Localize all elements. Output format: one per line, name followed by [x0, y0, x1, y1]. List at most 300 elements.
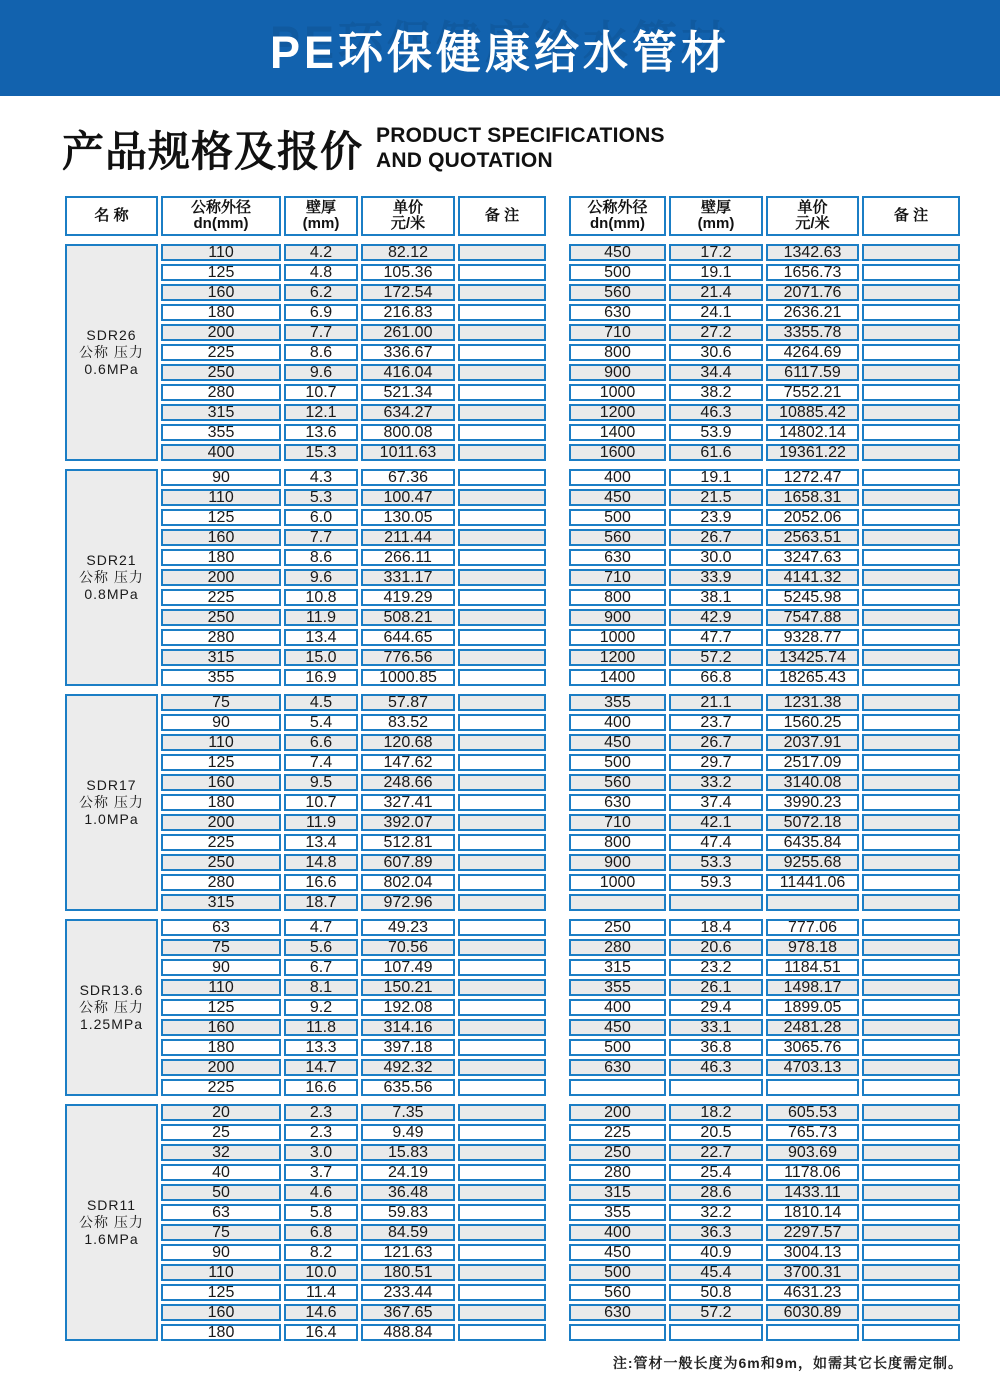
table-row — [569, 549, 960, 566]
cell-wall: 5.8 — [284, 1204, 358, 1221]
cell-wall: 4.2 — [284, 244, 358, 261]
cell-dn: 110 — [161, 489, 281, 506]
col-header-wall — [284, 196, 358, 236]
table-row — [569, 1284, 960, 1301]
cell-price: 18265.43 — [766, 669, 859, 686]
cell-wall: 10.8 — [284, 589, 358, 606]
cell-wall: 14.7 — [284, 1059, 358, 1076]
table-row — [569, 1104, 960, 1121]
table-row — [569, 979, 960, 996]
cell-remark — [862, 1079, 960, 1096]
cell-remark — [862, 509, 960, 526]
cell-remark — [458, 754, 546, 771]
cell-dn: 200 — [161, 324, 281, 341]
table-row — [569, 444, 960, 461]
cell-wall: 42.1 — [669, 814, 763, 831]
cell-wall: 27.2 — [669, 324, 763, 341]
section-name-line: 1.6MPa — [84, 1231, 139, 1247]
cell-price: 13425.74 — [766, 649, 859, 666]
cell-wall — [669, 1079, 763, 1096]
col-header-line: 单价 — [797, 199, 828, 216]
cell-remark — [458, 284, 546, 301]
col-header-line: 单价 — [392, 199, 423, 216]
cell-wall: 22.7 — [669, 1144, 763, 1161]
cell-wall: 3.0 — [284, 1144, 358, 1161]
cell-wall: 6.6 — [284, 734, 358, 751]
cell-dn: 40 — [161, 1164, 281, 1181]
cell-price: 11441.06 — [766, 874, 859, 891]
cell-wall: 10.7 — [284, 384, 358, 401]
cell-remark — [458, 959, 546, 976]
cell-remark — [862, 304, 960, 321]
cell-price: 84.59 — [361, 1224, 455, 1241]
cell-remark — [458, 264, 546, 281]
cell-price: 1178.06 — [766, 1164, 859, 1181]
cell-remark — [458, 1204, 546, 1221]
cell-wall: 23.9 — [669, 509, 763, 526]
cell-dn — [569, 1324, 666, 1341]
cell-dn: 75 — [161, 694, 281, 711]
left-table-column — [62, 193, 549, 1344]
cell-wall: 8.1 — [284, 979, 358, 996]
cell-wall: 17.2 — [669, 244, 763, 261]
cell-wall: 36.8 — [669, 1039, 763, 1056]
cell-dn: 400 — [569, 714, 666, 731]
cell-price: 6117.59 — [766, 364, 859, 381]
cell-dn: 1200 — [569, 404, 666, 421]
cell-wall: 33.9 — [669, 569, 763, 586]
cell-remark — [862, 1039, 960, 1056]
table-row — [569, 1224, 960, 1241]
cell-remark — [862, 284, 960, 301]
page-title-english — [376, 124, 665, 174]
cell-price: 1272.47 — [766, 469, 859, 486]
cell-dn: 1400 — [569, 669, 666, 686]
cell-dn: 900 — [569, 364, 666, 381]
cell-remark — [862, 1104, 960, 1121]
table-row — [569, 489, 960, 506]
cell-wall: 13.4 — [284, 834, 358, 851]
cell-wall: 21.4 — [669, 284, 763, 301]
cell-remark — [458, 489, 546, 506]
section-name-line: 1.25MPa — [79, 1016, 144, 1032]
cell-wall: 10.0 — [284, 1264, 358, 1281]
cell-dn: 250 — [161, 609, 281, 626]
cell-dn: 200 — [161, 814, 281, 831]
col-header-price — [361, 196, 455, 236]
cell-price: 70.56 — [361, 939, 455, 956]
cell-price: 972.96 — [361, 894, 455, 911]
col-header-line: 元/米 — [390, 215, 426, 232]
cell-remark — [458, 1184, 546, 1201]
cell-dn: 710 — [569, 814, 666, 831]
cell-remark — [458, 734, 546, 751]
cell-dn: 25 — [161, 1124, 281, 1141]
section-name-line: 公称 压力 — [79, 344, 144, 360]
cell-remark — [458, 834, 546, 851]
col-header-remark — [458, 196, 546, 236]
cell-remark — [458, 1304, 546, 1321]
cell-wall: 11.9 — [284, 814, 358, 831]
cell-price: 49.23 — [361, 919, 455, 936]
cell-wall: 8.2 — [284, 1244, 358, 1261]
table-row — [65, 469, 546, 486]
cell-price: 327.41 — [361, 794, 455, 811]
cell-remark — [458, 774, 546, 791]
cell-remark — [862, 1224, 960, 1241]
page-title-row — [62, 119, 1000, 179]
cell-wall: 33.1 — [669, 1019, 763, 1036]
cell-dn: 630 — [569, 304, 666, 321]
cell-remark — [458, 1244, 546, 1261]
col-header-line: 壁厚 — [305, 199, 336, 216]
section-name-line: 0.8MPa — [84, 586, 139, 602]
cell-dn: 710 — [569, 324, 666, 341]
section-name-line: SDR26 — [86, 327, 137, 343]
section-name-sdr26 — [65, 244, 158, 461]
cell-remark — [862, 1304, 960, 1321]
cell-wall: 2.3 — [284, 1124, 358, 1141]
cell-dn: 450 — [569, 244, 666, 261]
cell-price: 635.56 — [361, 1079, 455, 1096]
cell-price: 4703.13 — [766, 1059, 859, 1076]
cell-remark — [862, 264, 960, 281]
cell-wall: 59.3 — [669, 874, 763, 891]
cell-dn: 20 — [161, 1104, 281, 1121]
cell-remark — [458, 589, 546, 606]
cell-wall: 46.3 — [669, 404, 763, 421]
table-row — [569, 1059, 960, 1076]
cell-wall: 6.0 — [284, 509, 358, 526]
cell-dn: 315 — [569, 959, 666, 976]
cell-dn: 400 — [569, 999, 666, 1016]
section-name-line: 0.6MPa — [84, 361, 139, 377]
cell-dn: 710 — [569, 569, 666, 586]
cell-remark — [458, 569, 546, 586]
cell-price: 5072.18 — [766, 814, 859, 831]
cell-wall: 4.5 — [284, 694, 358, 711]
cell-dn: 75 — [161, 939, 281, 956]
section-table-sdr11-right — [566, 1101, 963, 1344]
cell-wall: 14.6 — [284, 1304, 358, 1321]
cell-remark — [458, 1039, 546, 1056]
tables-area — [62, 193, 1000, 1344]
col-header-line: 壁厚 — [700, 199, 731, 216]
cell-dn: 900 — [569, 854, 666, 871]
section-table-sdr11-left — [62, 1101, 549, 1344]
cell-price: 331.17 — [361, 569, 455, 586]
cell-wall: 7.7 — [284, 324, 358, 341]
cell-wall: 6.7 — [284, 959, 358, 976]
cell-price: 192.08 — [361, 999, 455, 1016]
cell-remark — [862, 874, 960, 891]
cell-price: 172.54 — [361, 284, 455, 301]
table-row — [569, 919, 960, 936]
header-banner — [0, 0, 1000, 96]
cell-wall: 26.7 — [669, 734, 763, 751]
table-row — [569, 344, 960, 361]
cell-price: 2481.28 — [766, 1019, 859, 1036]
cell-remark — [458, 1059, 546, 1076]
cell-price: 107.49 — [361, 959, 455, 976]
table-row — [65, 244, 546, 261]
cell-wall: 32.2 — [669, 1204, 763, 1221]
section-name-sdr21 — [65, 469, 158, 686]
cell-price: 7547.88 — [766, 609, 859, 626]
cell-dn: 355 — [161, 669, 281, 686]
cell-wall: 57.2 — [669, 649, 763, 666]
cell-dn: 1000 — [569, 874, 666, 891]
cell-price: 3004.13 — [766, 1244, 859, 1261]
cell-remark — [862, 1124, 960, 1141]
table-row — [569, 854, 960, 871]
cell-remark — [862, 894, 960, 911]
cell-price: 512.81 — [361, 834, 455, 851]
cell-wall: 37.4 — [669, 794, 763, 811]
right-sections — [566, 241, 963, 1344]
cell-dn: 1200 — [569, 649, 666, 666]
cell-dn: 1000 — [569, 384, 666, 401]
cell-remark — [458, 1144, 546, 1161]
cell-remark — [862, 1144, 960, 1161]
cell-wall: 66.8 — [669, 669, 763, 686]
section-name-sdr17 — [65, 694, 158, 911]
cell-dn: 160 — [161, 774, 281, 791]
section-name-line: 公称 压力 — [79, 569, 144, 585]
cell-price: 1342.63 — [766, 244, 859, 261]
cell-price: 802.04 — [361, 874, 455, 891]
table-row — [569, 1184, 960, 1201]
cell-remark — [862, 694, 960, 711]
cell-wall: 47.4 — [669, 834, 763, 851]
cell-dn: 250 — [569, 919, 666, 936]
table-row — [569, 1264, 960, 1281]
cell-remark — [862, 774, 960, 791]
cell-wall: 53.9 — [669, 424, 763, 441]
cell-wall: 28.6 — [669, 1184, 763, 1201]
cell-price: 216.83 — [361, 304, 455, 321]
cell-wall: 12.1 — [284, 404, 358, 421]
cell-dn: 250 — [569, 1144, 666, 1161]
section-name-line: SDR21 — [86, 552, 137, 568]
cell-remark — [862, 1019, 960, 1036]
section-name-sdr11 — [65, 1104, 158, 1341]
cell-remark — [862, 1244, 960, 1261]
cell-price: 233.44 — [361, 1284, 455, 1301]
left-table-header — [62, 193, 549, 239]
table-row — [569, 754, 960, 771]
table-row — [569, 569, 960, 586]
section-table-sdr13_6-right — [566, 916, 963, 1099]
cell-wall: 8.6 — [284, 344, 358, 361]
cell-wall: 23.2 — [669, 959, 763, 976]
cell-wall: 5.4 — [284, 714, 358, 731]
cell-price: 2563.51 — [766, 529, 859, 546]
table-row — [569, 774, 960, 791]
cell-dn: 315 — [569, 1184, 666, 1201]
cell-price: 248.66 — [361, 774, 455, 791]
cell-price: 4631.23 — [766, 1284, 859, 1301]
table-row — [569, 629, 960, 646]
cell-price: 765.73 — [766, 1124, 859, 1141]
cell-price: 266.11 — [361, 549, 455, 566]
cell-price: 180.51 — [361, 1264, 455, 1281]
cell-price: 978.18 — [766, 939, 859, 956]
table-row — [569, 404, 960, 421]
col-header-line: 元/米 — [795, 215, 830, 232]
cell-price: 9328.77 — [766, 629, 859, 646]
cell-wall: 16.6 — [284, 874, 358, 891]
cell-wall: 11.9 — [284, 609, 358, 626]
section-table-sdr13_6-left — [62, 916, 549, 1099]
cell-wall: 5.6 — [284, 939, 358, 956]
cell-dn: 355 — [569, 694, 666, 711]
cell-wall: 19.1 — [669, 469, 763, 486]
cell-wall: 9.6 — [284, 364, 358, 381]
section-name-line: 公称 压力 — [79, 1214, 144, 1230]
cell-price: 367.65 — [361, 1304, 455, 1321]
cell-dn: 280 — [161, 629, 281, 646]
cell-remark — [458, 939, 546, 956]
section-table-sdr17-right — [566, 691, 963, 914]
cell-dn: 560 — [569, 1284, 666, 1301]
cell-dn: 630 — [569, 794, 666, 811]
col-header-wall — [669, 196, 763, 236]
cell-wall: 5.3 — [284, 489, 358, 506]
cell-wall: 16.4 — [284, 1324, 358, 1341]
cell-dn: 110 — [161, 734, 281, 751]
cell-dn: 200 — [161, 1059, 281, 1076]
cell-price: 2037.91 — [766, 734, 859, 751]
cell-dn: 400 — [569, 1224, 666, 1241]
cell-dn: 160 — [161, 529, 281, 546]
cell-wall: 18.2 — [669, 1104, 763, 1121]
cell-dn: 110 — [161, 1264, 281, 1281]
cell-price: 488.84 — [361, 1324, 455, 1341]
cell-wall: 47.7 — [669, 629, 763, 646]
cell-price: 7552.21 — [766, 384, 859, 401]
cell-price: 3140.08 — [766, 774, 859, 791]
section-table-sdr17-left — [62, 691, 549, 914]
cell-wall: 42.9 — [669, 609, 763, 626]
cell-remark — [862, 999, 960, 1016]
cell-wall: 16.9 — [284, 669, 358, 686]
cell-dn: 250 — [161, 364, 281, 381]
cell-remark — [862, 939, 960, 956]
cell-price: 4141.32 — [766, 569, 859, 586]
cell-price: 605.53 — [766, 1104, 859, 1121]
cell-dn: 315 — [161, 894, 281, 911]
cell-remark — [458, 794, 546, 811]
cell-remark — [862, 734, 960, 751]
table-row — [569, 959, 960, 976]
cell-remark — [458, 629, 546, 646]
section-table-sdr21-left — [62, 466, 549, 689]
table-row — [569, 649, 960, 666]
cell-price: 10885.42 — [766, 404, 859, 421]
cell-remark — [862, 529, 960, 546]
table-row — [569, 1144, 960, 1161]
cell-price: 1560.25 — [766, 714, 859, 731]
cell-price: 147.62 — [361, 754, 455, 771]
cell-dn: 180 — [161, 1039, 281, 1056]
cell-wall: 14.8 — [284, 854, 358, 871]
cell-remark — [458, 444, 546, 461]
section-name-line: SDR13.6 — [79, 982, 144, 998]
cell-price: 3990.23 — [766, 794, 859, 811]
col-header-line: (mm) — [302, 215, 340, 232]
section-name-line: 公称 压力 — [79, 999, 144, 1015]
cell-wall: 4.6 — [284, 1184, 358, 1201]
cell-dn: 500 — [569, 264, 666, 281]
cell-remark — [862, 324, 960, 341]
col-header-dn — [569, 196, 666, 236]
cell-wall: 11.8 — [284, 1019, 358, 1036]
cell-dn: 125 — [161, 509, 281, 526]
table-row — [569, 589, 960, 606]
cell-dn: 1000 — [569, 629, 666, 646]
cell-price: 1658.31 — [766, 489, 859, 506]
cell-price: 521.34 — [361, 384, 455, 401]
cell-wall — [669, 1324, 763, 1341]
cell-price: 36.48 — [361, 1184, 455, 1201]
cell-wall: 36.3 — [669, 1224, 763, 1241]
cell-remark — [862, 814, 960, 831]
cell-price: 903.69 — [766, 1144, 859, 1161]
cell-price: 777.06 — [766, 919, 859, 936]
cell-remark — [862, 1264, 960, 1281]
cell-price: 82.12 — [361, 244, 455, 261]
table-row — [65, 694, 546, 711]
cell-price — [766, 894, 859, 911]
table-row — [569, 734, 960, 751]
cell-wall: 26.7 — [669, 529, 763, 546]
cell-price: 120.68 — [361, 734, 455, 751]
cell-price: 1498.17 — [766, 979, 859, 996]
section-name-line: 公称 压力 — [79, 794, 144, 810]
cell-dn: 160 — [161, 1019, 281, 1036]
cell-dn: 225 — [569, 1124, 666, 1141]
cell-dn: 250 — [161, 854, 281, 871]
cell-wall: 6.8 — [284, 1224, 358, 1241]
cell-price: 508.21 — [361, 609, 455, 626]
cell-wall: 46.3 — [669, 1059, 763, 1076]
section-name-line: SDR11 — [86, 1197, 137, 1213]
col-header-line: dn(mm) — [590, 215, 645, 232]
table-row — [569, 1039, 960, 1056]
cell-dn: 90 — [161, 714, 281, 731]
cell-wall: 18.7 — [284, 894, 358, 911]
cell-remark — [458, 244, 546, 261]
cell-dn: 450 — [569, 1019, 666, 1036]
col-header-line: (mm) — [697, 215, 735, 232]
cell-wall: 9.6 — [284, 569, 358, 586]
table-row — [569, 509, 960, 526]
cell-remark — [862, 754, 960, 771]
cell-remark — [862, 1184, 960, 1201]
cell-remark — [458, 384, 546, 401]
table-row — [569, 284, 960, 301]
cell-wall: 26.1 — [669, 979, 763, 996]
cell-dn: 355 — [161, 424, 281, 441]
table-row — [569, 1244, 960, 1261]
table-row — [569, 669, 960, 686]
table-row — [569, 1304, 960, 1321]
cell-dn: 315 — [161, 649, 281, 666]
cell-remark — [458, 874, 546, 891]
cell-remark — [458, 1264, 546, 1281]
cell-remark — [862, 1324, 960, 1341]
